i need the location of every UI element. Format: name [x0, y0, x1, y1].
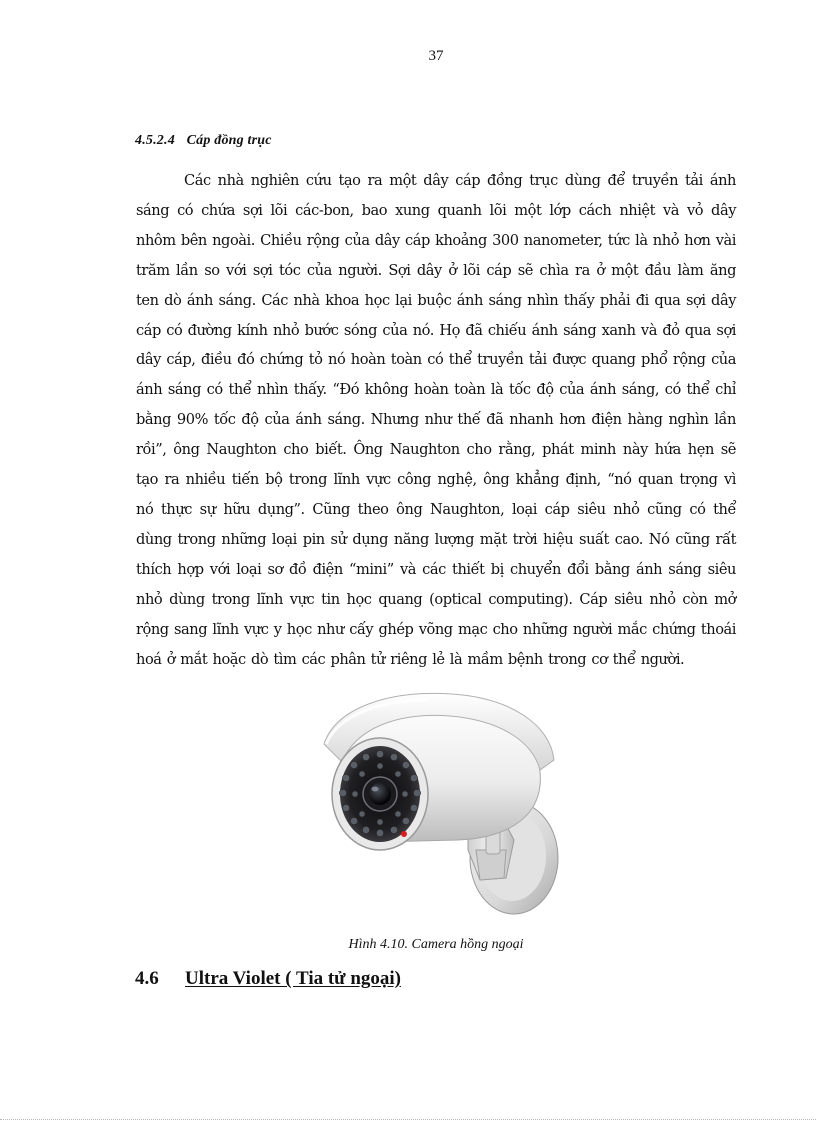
next-section-title: Ultra Violet ( Tia tử ngoại) — [185, 968, 401, 989]
figure — [318, 690, 562, 922]
camera-icon — [318, 690, 562, 922]
section-number: 4.5.2.4 — [135, 133, 175, 148]
next-section-heading — [135, 968, 401, 990]
page-number: 37 — [428, 48, 444, 64]
body-paragraph: Các nhà nghiên cứu tạo ra một dây cáp đồng trục dùng để truyền tải ánh sáng có chứa sợi lõi các-bon, bao xung quanh lõi một lớp cách nhiệt và vỏ dây nhôm bên ngoài. Chiều rộng của dây cáp khoảng 300 nanometer, tức là nhỏ hơn vài trăm lần so với sợi tóc của người. Sợi dây ở lõi cáp sẽ chìa ra ở một đầu làm ăng ten dò ánh sáng. Các nhà khoa học lại buộc ánh sáng nhìn thấy phải đi qua sợi dây cáp có đường kính nhỏ bước sóng của nó. Họ đã chiếu ánh sáng xanh và đỏ qua sợi dây cáp, điều đó chứng tỏ nó hoàn toàn có thể truyền tải được quang phổ rộng của ánh sáng có thể nhìn thấy. “Đó không hoàn toàn là tốc độ của ánh sáng, có thể chỉ bằng 90% tốc độ của ánh sáng. Nhưng như thế đã nhanh hơn điện hàng nghìn lần rồi”, ông Naughton cho biết. Ông Naughton cho rằng, phát minh này hứa hẹn sẽ tạo ra nhiều tiến bộ trong lĩnh vực công nghệ, ông khẳng định, “nó quan trọng vì nó thực sự hữu dụng”. Cũng theo ông Naughton, loại cáp siêu nhỏ cũng có thể dùng trong những loại pin sử dụng năng lượng mặt trời hiệu suất cao. Nó cũng rất thích hợp với loại sơ đồ điện “mini” và các thiết bị chuyển đổi bằng ánh sáng siêu nhỏ dùng trong lĩnh vực tin học quang (optical computing). Cáp siêu nhỏ còn mở rộng sang lĩnh vực y học như cấy ghép võng mạc cho những người mắc chứng thoái hoá ở mắt hoặc dò tìm các phân tử riêng lẻ là mầm bệnh trong cơ thể người. — [136, 172, 736, 668]
section-title: Cáp đồng trục — [186, 133, 272, 148]
next-section-number: 4.6 — [135, 968, 159, 989]
section-heading — [135, 133, 272, 149]
page-bottom-divider — [0, 1119, 816, 1120]
figure-caption: Hình 4.10. Camera hồng ngoại — [348, 937, 524, 952]
